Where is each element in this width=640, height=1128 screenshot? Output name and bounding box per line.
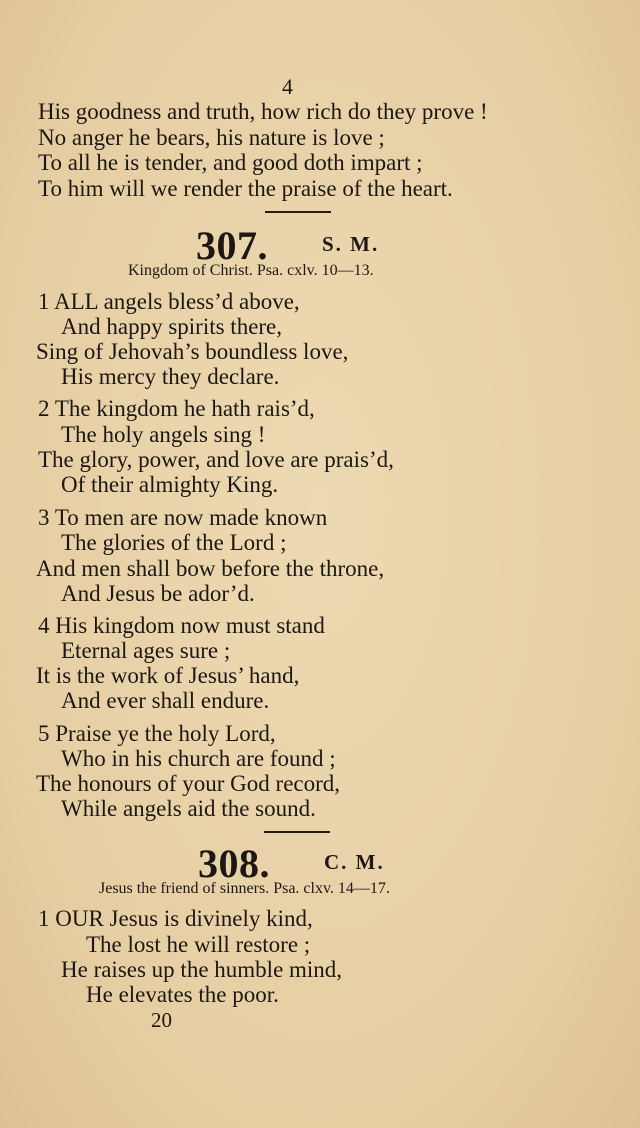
- verse-line: 4 His kingdom now must stand: [38, 613, 325, 638]
- verse-line: Of their almighty King.: [61, 472, 279, 497]
- verse-line: And Jesus be ador’d.: [61, 581, 255, 606]
- verse-line: It is the work of Jesus’ hand,: [36, 663, 300, 688]
- verse-line: While angels aid the sound.: [61, 796, 316, 821]
- verse-line: And ever shall endure.: [61, 688, 270, 713]
- verse-line: The glory, power, and love are prais’d,: [38, 447, 394, 472]
- verse-line: And men shall bow before the throne,: [36, 556, 385, 581]
- hymn-number: 307.: [196, 223, 268, 268]
- verse-line: His mercy they declare.: [61, 364, 280, 389]
- verse-line: The lost he will restore ;: [86, 932, 311, 957]
- continuation-line: His goodness and truth, how rich do they prove !: [38, 99, 488, 124]
- page-number: 4: [282, 74, 293, 99]
- verse-line: 3 To men are now made known: [38, 505, 328, 530]
- section-divider: [264, 831, 330, 833]
- verse-line: 1 ALL angels bless’d above,: [38, 289, 300, 314]
- verse-line: The glories of the Lord ;: [61, 530, 287, 555]
- section-divider: [265, 211, 331, 213]
- hymn-subtitle: Jesus the friend of sinners. Psa. clxv. 14—17.: [99, 880, 390, 897]
- verse-line: He raises up the humble mind,: [61, 957, 343, 982]
- hymn-meter: C. M.: [324, 850, 385, 874]
- hymn-subtitle: Kingdom of Christ. Psa. cxlv. 10—13.: [128, 262, 374, 279]
- signature-mark: 20: [151, 1008, 172, 1032]
- verse-line: Who in his church are found ;: [61, 746, 336, 771]
- continuation-line: To all he is tender, and good doth impart ;: [38, 150, 423, 175]
- verse-line: He elevates the poor.: [86, 982, 279, 1007]
- verse-line: The holy angels sing !: [61, 422, 266, 447]
- verse-line: 1 OUR Jesus is divinely kind,: [38, 906, 313, 931]
- verse-line: Sing of Jehovah’s boundless love,: [36, 339, 349, 364]
- continuation-line: To him will we render the praise of the heart.: [38, 176, 453, 201]
- verse-line: And happy spirits there,: [61, 314, 283, 339]
- verse-line: 5 Praise ye the holy Lord,: [38, 721, 276, 746]
- verse-line: Eternal ages sure ;: [61, 638, 231, 663]
- hymn-number: 308.: [198, 841, 270, 886]
- verse-line: The honours of your God record,: [36, 771, 341, 796]
- hymn-meter: S. M.: [322, 232, 380, 256]
- verse-line: 2 The kingdom he hath rais’d,: [38, 396, 315, 421]
- continuation-line: No anger he bears, his nature is love ;: [38, 125, 385, 150]
